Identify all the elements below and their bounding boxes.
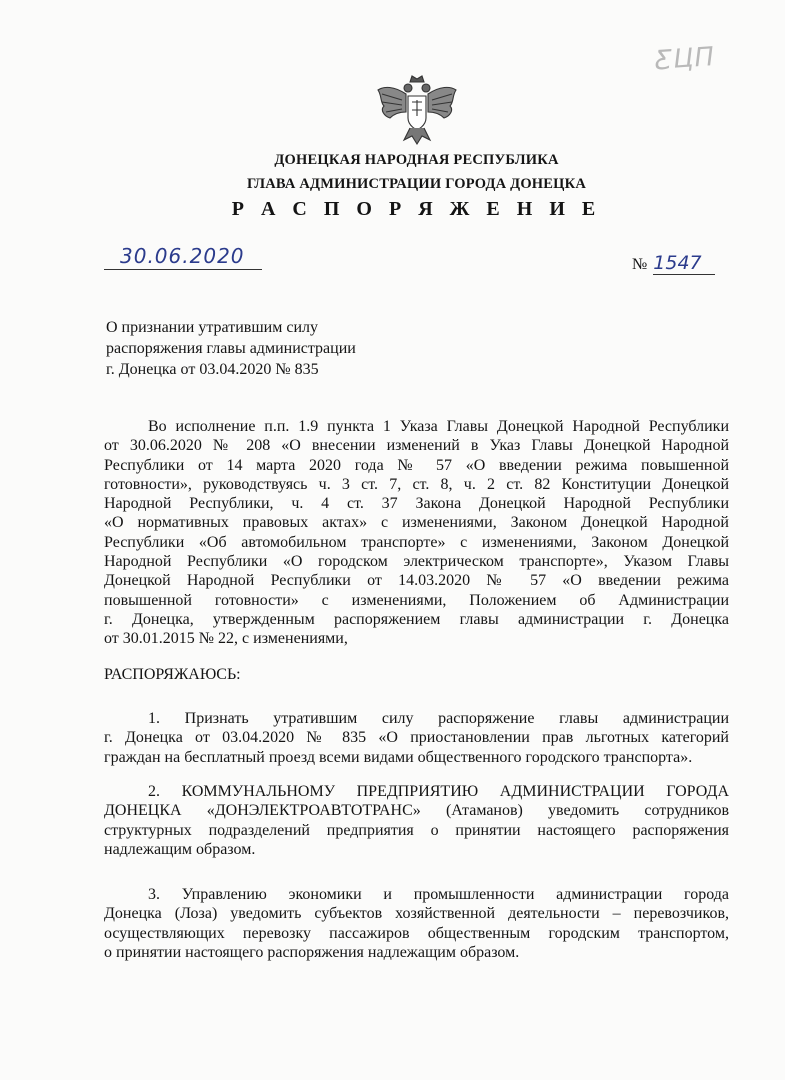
- order-word: РАСПОРЯЖАЮСЬ:: [104, 666, 241, 683]
- text-line: Донецкой Народной Республики от 14.03.2020 № 57 «О введении режима: [104, 572, 729, 590]
- text-line: структурных подразделений предприятия о принятии настоящего распоряжения: [104, 821, 729, 839]
- republic-heading: ДОНЕЦКАЯ НАРОДНАЯ РЕСПУБЛИКА: [274, 152, 559, 168]
- subject-block: [106, 317, 356, 380]
- handwritten-date: 30.06.2020: [104, 244, 262, 270]
- text-line: ДОНЕЦКА «ДОНЭЛЕКТРОАВТОТРАНС» (Атаманов) уведомить сотрудников: [104, 802, 729, 820]
- item-1-paragraph: [104, 709, 729, 767]
- text-line: 2. КОММУНАЛЬНОМУ ПРЕДПРИЯТИЮ АДМИНИСТРАЦИИ ГОРОДА: [148, 783, 729, 800]
- document-number: [632, 252, 715, 275]
- item-3-paragraph: [104, 885, 729, 962]
- item-2-paragraph: [104, 782, 729, 859]
- text-line: Народной Республики, ч. 4 ст. 37 Закона Донецкой Народной Республики: [104, 495, 729, 513]
- subject-line: распоряжения главы администрации: [106, 340, 356, 357]
- text-line: г. Донецка от 03.04.2020 № 835 «О приостановлении прав льготных категорий: [104, 729, 729, 747]
- subject-line: О признании утратившим силу: [106, 319, 318, 336]
- text-line: Народной Республики «О городском электрическом транспорте», Указом Главы: [104, 553, 729, 571]
- coat-of-arms-icon: [374, 72, 460, 148]
- text-line: 3. Управлению экономики и промышленности администрации города: [148, 886, 729, 903]
- text-line: 1. Признать утратившим силу распоряжение главы администрации: [148, 710, 729, 727]
- text-line: «О нормативных правовых актах» с изменениями, Законом Донецкой Народной: [104, 514, 729, 532]
- text-line: Во исполнение п.п. 1.9 пункта 1 Указа Главы Донецкой Народной Республики: [148, 418, 729, 435]
- text-line: о принятии настоящего распоряжения надлежащим образом.: [104, 943, 520, 961]
- handwritten-corner-mark: ƸЦП: [654, 41, 717, 77]
- text-line: осуществляющих перевозку пассажиров общественным городским транспортом,: [104, 924, 729, 942]
- subject-line: г. Донецка от 03.04.2020 № 835: [106, 361, 319, 378]
- text-line: от 30.06.2020 № 208 «О внесении изменений в Указ Главы Донецкой Народной: [104, 437, 729, 455]
- text-line: готовности», руководствуясь ч. 3 ст. 7, ст. 8, ч. 2 ст. 82 Конституции Донецкой: [104, 475, 729, 493]
- preamble-paragraph: [104, 417, 729, 649]
- authority-heading: ГЛАВА АДМИНИСТРАЦИИ ГОРОДА ДОНЕЦКА: [246, 176, 587, 192]
- text-line: надлежащим образом.: [104, 840, 256, 858]
- number-label: №: [632, 256, 648, 273]
- text-line: Республики от 14 марта 2020 года № 57 «О введении режима повышенной: [104, 456, 729, 474]
- text-line: Донецка (Лоза) уведомить субъектов хозяйственной деятельности – перевозчиков,: [104, 905, 729, 923]
- text-line: от 30.01.2015 № 22, с изменениями,: [104, 630, 348, 648]
- text-line: граждан на бесплатный проезд всеми видами общественного городского транспорта».: [104, 748, 693, 766]
- handwritten-number: 1547: [653, 252, 715, 275]
- document-type-title: Р А С П О Р Я Ж Е Н И Е: [231, 198, 602, 220]
- text-line: Республики «Об автомобильном транспорте» с изменениями, Законом Донецкой: [104, 533, 729, 551]
- text-line: г. Донецка, утвержденным распоряжением главы администрации г. Донецка: [104, 610, 729, 628]
- text-line: повышенной готовности» с изменениями, Положением об Администрации: [104, 591, 729, 609]
